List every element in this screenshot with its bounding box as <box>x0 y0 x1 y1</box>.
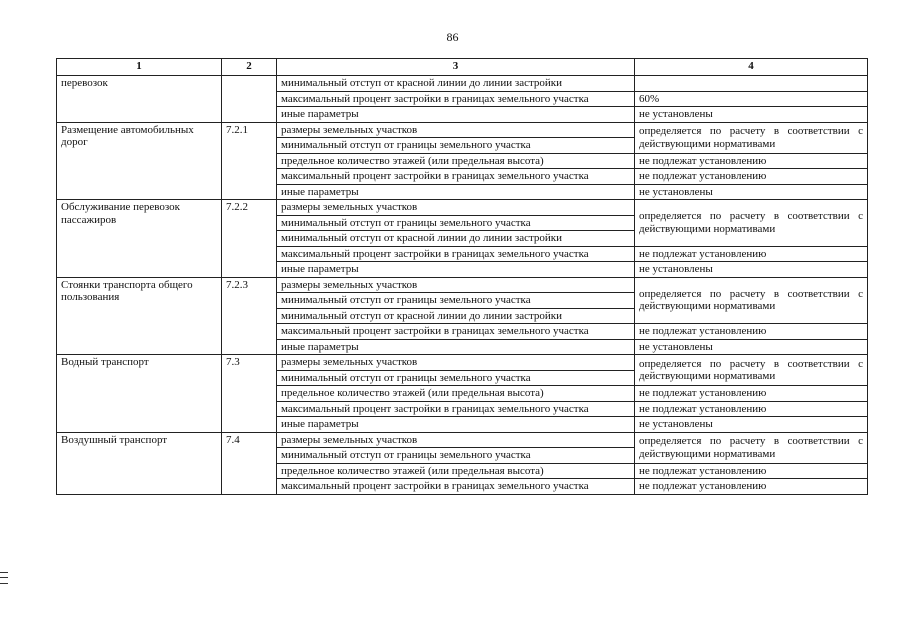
parameter-cell: предельное количество этажей (или предельная высота) <box>277 463 635 479</box>
use-code-cell: 7.4 <box>222 432 277 494</box>
value-cell: не подлежат установлению <box>635 479 868 495</box>
header-col-2: 2 <box>222 59 277 76</box>
parameter-cell: иные параметры <box>277 339 635 355</box>
value-cell: не установлены <box>635 262 868 278</box>
value-cell: определяется по расчету в соответствии с действующими нормативами <box>635 122 868 153</box>
value-cell: определяется по расчету в соответствии с действующими нормативами <box>635 277 868 324</box>
use-name-cell: Водный транспорт <box>57 355 222 433</box>
margin-mark <box>0 572 8 584</box>
table-row <box>57 76 868 92</box>
parameter-cell: иные параметры <box>277 262 635 278</box>
parameter-cell: предельное количество этажей (или предельная высота) <box>277 153 635 169</box>
header-col-1: 1 <box>57 59 222 76</box>
parameter-cell: максимальный процент застройки в границах земельного участка <box>277 169 635 185</box>
parameter-cell: минимальный отступ от границы земельного участка <box>277 293 635 309</box>
value-cell: не установлены <box>635 184 868 200</box>
table-row <box>57 432 868 448</box>
parameter-cell: максимальный процент застройки в границах земельного участка <box>277 91 635 107</box>
table-row <box>57 122 868 138</box>
value-cell: не установлены <box>635 339 868 355</box>
parameter-cell: максимальный процент застройки в границах земельного участка <box>277 324 635 340</box>
parameter-cell: минимальный отступ от красной линии до линии застройки <box>277 231 635 247</box>
page-number: 86 <box>446 30 459 44</box>
value-cell: не установлены <box>635 417 868 433</box>
parameter-cell: минимальный отступ от границы земельного участка <box>277 370 635 386</box>
header-row <box>57 59 868 76</box>
parameter-cell: минимальный отступ от границы земельного участка <box>277 448 635 464</box>
value-cell: не подлежат установлению <box>635 324 868 340</box>
table-row <box>57 200 868 216</box>
value-cell: определяется по расчету в соответствии с действующими нормативами <box>635 355 868 386</box>
value-cell: не установлены <box>635 107 868 123</box>
land-use-parameters-table <box>56 58 868 495</box>
use-name-cell: Размещение автомобильных дорог <box>57 122 222 200</box>
header-col-4: 4 <box>635 59 868 76</box>
parameter-cell: минимальный отступ от границы земельного участка <box>277 138 635 154</box>
use-name-cell: Воздушный транспорт <box>57 432 222 494</box>
parameter-cell: размеры земельных участков <box>277 200 635 216</box>
value-cell: определяется по расчету в соответствии с действующими нормативами <box>635 200 868 247</box>
parameter-cell: предельное количество этажей (или предельная высота) <box>277 386 635 402</box>
parameter-cell: максимальный процент застройки в границах земельного участка <box>277 246 635 262</box>
use-name-cell: перевозок <box>57 76 222 123</box>
use-code-cell <box>222 76 277 123</box>
use-code-cell: 7.2.2 <box>222 200 277 278</box>
use-code-cell: 7.2.1 <box>222 122 277 200</box>
use-code-cell: 7.3 <box>222 355 277 433</box>
value-cell: не подлежат установлению <box>635 246 868 262</box>
value-cell: 60% <box>635 91 868 107</box>
parameter-cell: размеры земельных участков <box>277 355 635 371</box>
value-cell: не подлежат установлению <box>635 153 868 169</box>
value-cell: не подлежат установлению <box>635 386 868 402</box>
parameter-cell: иные параметры <box>277 417 635 433</box>
parameter-cell: максимальный процент застройки в границах земельного участка <box>277 479 635 495</box>
parameter-cell: размеры земельных участков <box>277 432 635 448</box>
use-code-cell: 7.2.3 <box>222 277 277 355</box>
table-row <box>57 355 868 371</box>
parameter-cell: иные параметры <box>277 107 635 123</box>
value-cell: не подлежат установлению <box>635 169 868 185</box>
value-cell: определяется по расчету в соответствии с действующими нормативами <box>635 432 868 463</box>
value-cell: не подлежат установлению <box>635 463 868 479</box>
parameter-cell: иные параметры <box>277 184 635 200</box>
parameter-cell: минимальный отступ от границы земельного участка <box>277 215 635 231</box>
parameter-cell: максимальный процент застройки в границах земельного участка <box>277 401 635 417</box>
value-cell <box>635 76 868 92</box>
table-row <box>57 277 868 293</box>
header-col-3: 3 <box>277 59 635 76</box>
parameter-cell: минимальный отступ от красной линии до линии застройки <box>277 76 635 92</box>
use-name-cell: Обслуживание перевозок пассажиров <box>57 200 222 278</box>
value-cell: не подлежат установлению <box>635 401 868 417</box>
parameter-cell: размеры земельных участков <box>277 122 635 138</box>
parameter-cell: минимальный отступ от красной линии до линии застройки <box>277 308 635 324</box>
parameter-cell: размеры земельных участков <box>277 277 635 293</box>
use-name-cell: Стоянки транспорта общего пользования <box>57 277 222 355</box>
